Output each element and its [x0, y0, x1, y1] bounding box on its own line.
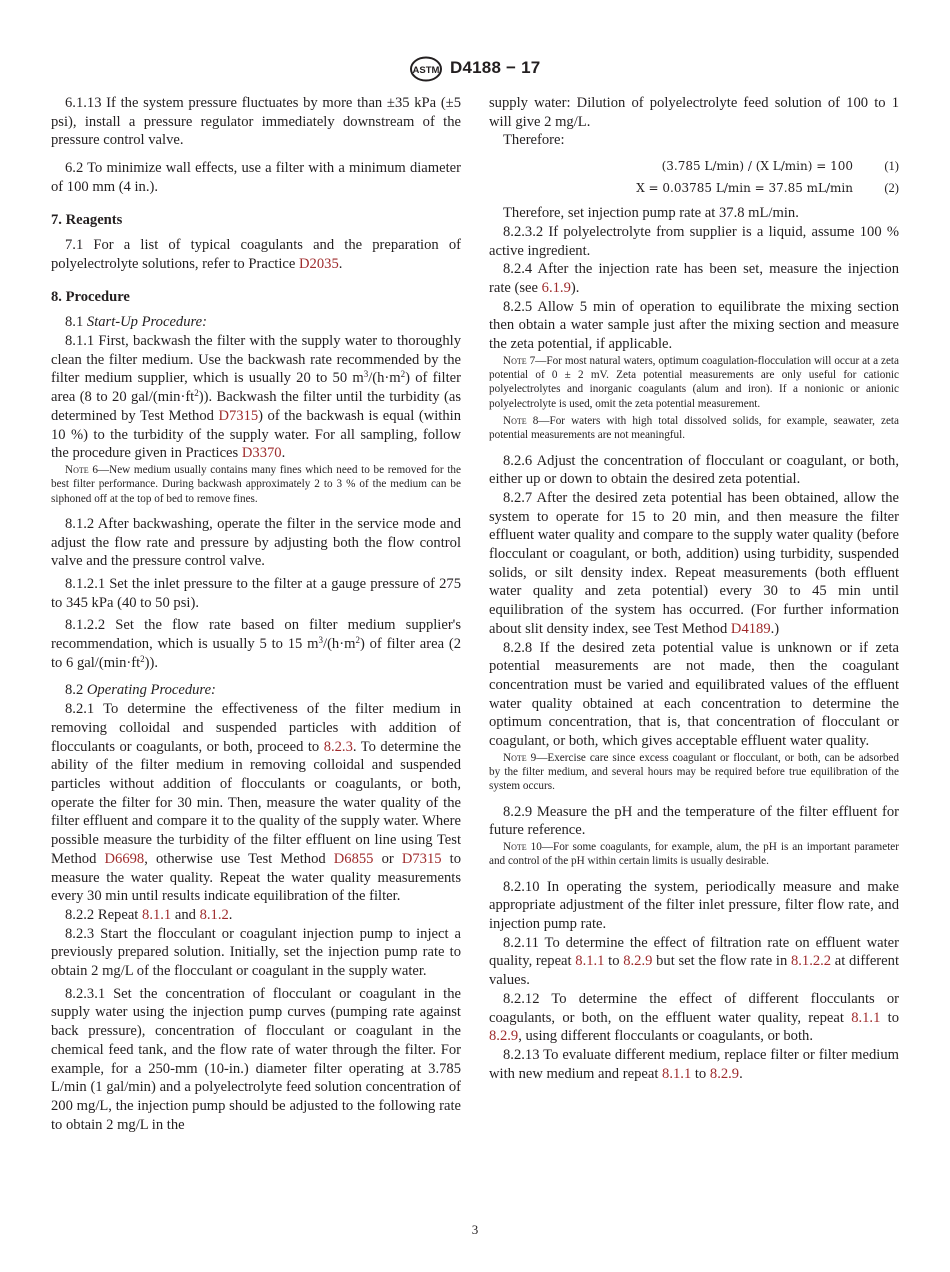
para-6-1-13: 6.1.13 If the system pressure fluctuates by more than ±35 kPa (±5 psi), install a pressure regulator immediately downstream of the pressure control valve. — [51, 95, 461, 149]
note-8: Note 8—For waters with high total dissolved solids, for example, seawater, zeta potential measurements are not meaningful. — [489, 414, 899, 442]
para-8-1-2-2: 8.1.2.2 Set the flow rate based on filter medium supplier's recommendation, which is usually 5 to 15 $m^3/(h\cdot m^2)$ of filter area (2 to 6 gal/$(\min\cdot ft^2)$). — [51, 617, 462, 671]
logo-text: ASTM — [412, 65, 440, 76]
page-header — [0, 56, 950, 86]
right-column — [489, 94, 899, 1083]
para-8-2-9: 8.2.9 Measure the pH and the temperature of the filter effluent for future reference. — [489, 803, 899, 839]
astm-logo-icon — [409, 56, 443, 82]
link-d7315-b[interactable]: D7315 — [401, 850, 442, 867]
link-8-1-1-c[interactable]: 8.1.1 — [851, 1009, 881, 1026]
section-8-heading: 8. Procedure — [51, 288, 130, 305]
para-8-2-6: 8.2.6 Adjust the concentration of flocculant or coagulant, or both, either up or down to obtain the desired zeta potential. — [489, 452, 899, 488]
link-8-2-9-b[interactable]: 8.2.9 — [489, 1028, 519, 1045]
para-8-2-4: 8.2.4 After the injection rate has been set, measure the injection rate (see 6.1.9). — [489, 261, 899, 296]
para-8-2-5: 8.2.5 Allow 5 min of operation to equilibrate the mixing section then obtain a water sample just after the mixing section and measure the zeta potential, if applicable. — [489, 298, 899, 353]
left-column — [51, 94, 461, 1134]
link-d4189[interactable]: D4189 — [730, 620, 771, 637]
section-7-heading: 7. Reagents — [51, 211, 123, 228]
para-8-1-2: 8.1.2 After backwashing, operate the filter in the service mode and adjust the flow rate and pressure by adjusting both the flow control valve and the pressure control valve. — [51, 515, 461, 570]
link-8-1-1-d[interactable]: 8.1.1 — [662, 1065, 692, 1082]
link-8-1-1[interactable]: 8.1.1 — [142, 906, 172, 923]
para-8-2-7: 8.2.7 After the desired zeta potential has been obtained, allow the system to operate for 15 to 20 min, and then measure the filter effluent water quality and compare to the supply water quality (before flocculant or coagulant, or both, addition) using turbidity, suspended solids, or silt density index. Repeat measurements (both effluent water quality and zeta potential) every 30 to 45 min until equilibration of the system has occurred. (For further information about slit density index, see Test Method D4189.) — [489, 489, 899, 637]
link-8-1-2[interactable]: 8.1.2 — [199, 906, 229, 923]
note-6: Note 6—New medium usually contains many fines which need to be removed for the best filter performance. During backwash approximately 2 to 3 % of the medium can be siphoned off at the top of bed to remove fines. — [51, 463, 461, 505]
document-designation: D4188 − 17 — [450, 58, 541, 77]
link-d3370[interactable]: D3370 — [241, 445, 282, 462]
para-8-2-3: 8.2.3 Start the flocculant or coagulant injection pump to inject a previously prepared solution. Initially, set the injection pump rate to obtain 2 mg/L of the flocculant or coagulant in the supply water. — [51, 925, 461, 980]
para-8-2-11: 8.2.11 To determine the effect of filtration rate on effluent water quality, repeat 8.1.1 to 8.2.9 but set the flow rate in 8.1.2.2 at different values. — [489, 934, 899, 989]
link-8-2-9-c[interactable]: 8.2.9 — [709, 1065, 740, 1082]
note-9: Note 9—Exercise care since excess coagulant or flocculant, or both, can be adsorbed by the filter medium, and several hours may be required before true equilibration of the system occurs. — [489, 751, 899, 793]
para-continued: supply water: Dilution of polyelectrolyte feed solution of 100 to 1 will give 2 mg/L. — [489, 95, 899, 130]
note-10: Note 10—For some coagulants, for example, alum, the pH is an important parameter and control of the pH within certain limits is usually desirable. — [489, 841, 899, 868]
therefore-label: Therefore: — [503, 132, 565, 149]
para-8-2-2: 8.2.2 Repeat 8.1.1 and 8.1.2. — [65, 906, 233, 923]
para-8-2-8: 8.2.8 If the desired zeta potential value is unknown or if zeta potential measurements are not made, then the coagulant concentration must be varied and equilibrated values of the effluent water quality obtained at each concentration to determine the optimum concentration, that is, that concentration of flocculant or coagulant, or both, which gives acceptable effluent water quality. — [489, 639, 899, 750]
therefore-rate: Therefore, set injection pump rate at 37.8 mL/min. — [503, 205, 799, 222]
para-8-1-2-1: 8.1.2.1 Set the inlet pressure to the filter at a gauge pressure of 275 to 345 kPa (40 to 50 psi). — [51, 575, 461, 611]
para-8-2: 8.2 Operating Procedure: — [65, 682, 216, 699]
link-d2035[interactable]: D2035 — [299, 255, 339, 272]
para-8-2-12: 8.2.12 To determine the effect of different flocculants or coagulants, or both, on the effluent water quality, repeat 8.1.1 to 8.2.9, using different flocculants or coagulants, or both. — [489, 990, 900, 1045]
link-8-1-1-b[interactable]: 8.1.1 — [575, 953, 605, 970]
link-d7315[interactable]: D7315 — [218, 407, 259, 424]
para-8-2-13: 8.2.13 To evaluate different medium, replace filter or filter medium with new medium and repeat 8.1.1 to 8.2.9. — [489, 1046, 899, 1082]
para-6-2: 6.2 To minimize wall effects, use a filter with a minimum diameter of 100 mm (4 in.). — [51, 160, 461, 195]
link-8-1-2-2[interactable]: 8.1.2.2 — [790, 953, 832, 970]
para-8-1: 8.1 Start-Up Procedure: — [65, 314, 207, 331]
para-8-2-3-2: 8.2.3.2 If polyelectrolyte from supplier is a liquid, assume 100 % active ingredient. — [489, 223, 899, 259]
para-7-1: 7.1 For a list of typical coagulants and the preparation of polyelectrolyte solutions, refer to Practice D2035. — [51, 237, 461, 272]
para-8-2-3-1: 8.2.3.1 Set the concentration of flocculant or coagulant in the supply water using the injection pump curves (pumping rate against back pressure), concentration of flocculant or coagulant in the chemical feed tank, and the flow rate of water through the filter. For example, for a 250-mm (10-in.) diameter filter operating at 3.785 L/min (1 gal/min) and a polyelectrolyte feed solution concentration of 200 mg/L, the injection pump should be adjusted to the following rate to obtain 2 mg/L in the — [51, 985, 461, 1133]
link-d6855[interactable]: D6855 — [333, 850, 374, 867]
equation-1: (3.785 L/min) / (X L/min) = 100 (1) — [661, 159, 899, 174]
link-8-2-9[interactable]: 8.2.9 — [623, 953, 653, 970]
equation-2: X = 0.03785 L/min = 37.85 mL/min (2) — [636, 181, 899, 196]
para-8-2-10: 8.2.10 In operating the system, periodically measure and make appropriate adjustment of the filter inlet pressure, filter flow rate, and injection pump rate. — [489, 878, 899, 933]
para-8-2-1: 8.2.1 To determine the effectiveness of the filter medium in removing colloidal and suspended particles with addition of flocculants or coagulants, or both, proceed to 8.2.3. To determine the ability of the filter medium in removing colloidal and suspended particles without addition of flocculants or coagulants, or both, operate the filter for 30 min. Then, measure the water quality of the filter effluent and compare it to the quality of the supply water. Where possible measure the turbidity of the filter effluent on line using Test Method D6698, otherwise use Test Method D6855 or D7315 to measure the water quality. Repeat the water quality measurements every 30 min until results indicate equilibration of the filter. — [51, 701, 461, 905]
link-d6698[interactable]: D6698 — [104, 850, 145, 867]
link-8-2-3[interactable]: 8.2.3 — [323, 738, 353, 755]
note-7: Note 7—For most natural waters, optimum coagulation-flocculation will occur at a zeta potential of 0 ± 2 mV. Zeta potential measurements are only useful for cationic polyelectrolytes and inorganic coagulants (alum and iron). If a nonionic or anionic polyelectrolyte is used, omit the zeta potential measurement. — [489, 354, 899, 410]
para-8-1-1: 8.1.1 First, backwash the filter with the supply water to thoroughly clean the filter medium. Use the backwash rate recommended by the filter medium supplier, which is usually 20 to 50 $m^3/(h\cdot m^2)$ of filter area (8 to 20 gal/$(\min\cdot ft^2)$). Backwash the filter until the turbidity (as determined by Test Method D7315) of the backwash is equal (within 10 %) to the turbidity of the supply water. For all sampling, follow the procedure given in Practices D3370. — [51, 333, 461, 462]
link-6-1-9[interactable]: 6.1.9 — [541, 279, 571, 296]
page-number: 3 — [471, 1222, 479, 1237]
